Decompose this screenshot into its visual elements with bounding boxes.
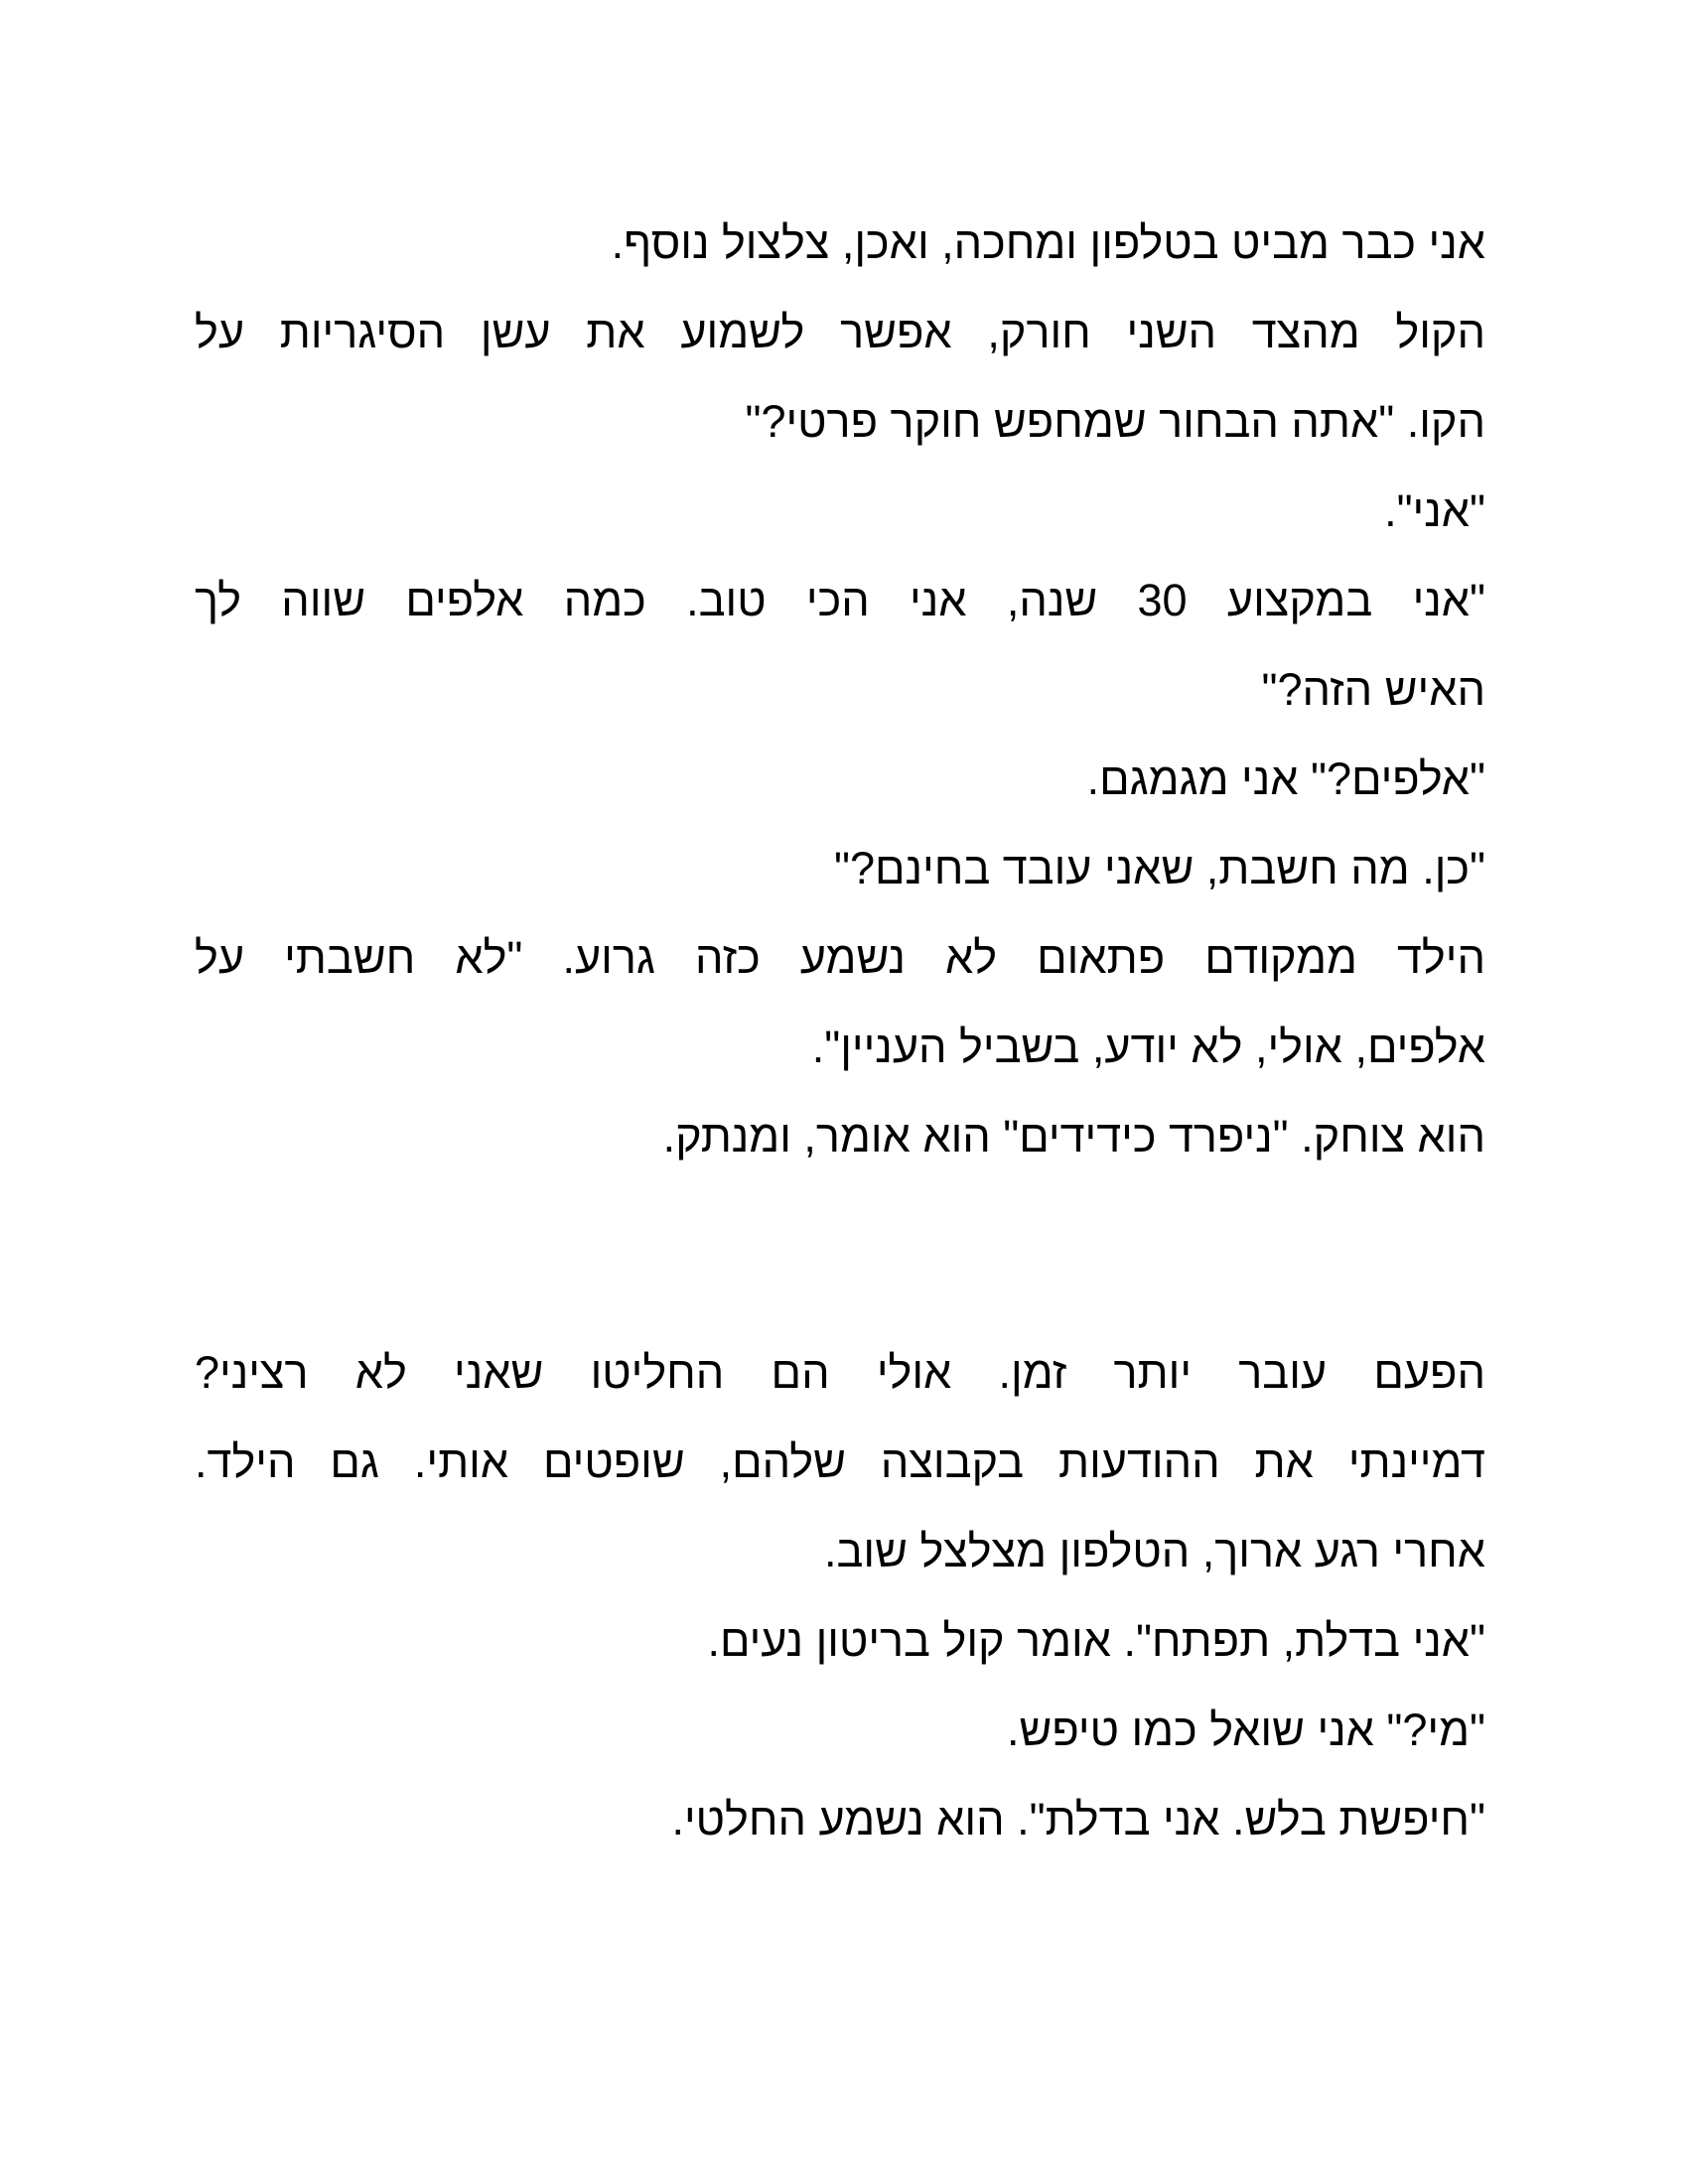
text-line: "אני". (1384, 485, 1485, 536)
text-line: אחרי רגע ארוך, הטלפון מצלצל שוב. (823, 1526, 1485, 1576)
text-line: "אני במקצוע 30 שנה, אני הכי טוב. כמה אלפים שווה לך (195, 575, 1485, 625)
text-line: הפעם עובר יותר זמן. אולי הם החליטו שאני לא רציני? (195, 1347, 1485, 1398)
text-line: הקו. "אתה הבחור שמחפש חוקר פרטי?" (745, 396, 1485, 447)
text-line: דמיינתי את ההודעות בקבוצה שלהם, שופטים אותי. גם הילד. (195, 1436, 1485, 1487)
text-line: "אלפים?" אני מגמגם. (1086, 753, 1485, 804)
text-line: הילד ממקודם פתאום לא נשמע כזה גרוע. "לא חשבתי על (195, 932, 1485, 983)
text-line: הוא צוחק. "ניפרד כידידים" הוא אומר, ומנתק. (662, 1111, 1485, 1161)
text-line: אני כבר מביט בטלפון ומחכה, ואכן, צלצול נוסף. (611, 217, 1485, 268)
text-line: "אני בדלת, תפתח". אומר קול בריטון נעים. (707, 1615, 1485, 1666)
paragraph-1 (195, 199, 1485, 1181)
text-line: האיש הזה?" (1261, 664, 1485, 715)
text-line: "מי?" אני שואל כמו טיפש. (1007, 1705, 1485, 1755)
text-line: אלפים, אולי, לא יודע, בשביל העניין". (811, 1022, 1485, 1072)
text-line: הקול מהצד השני חורק, אפשר לשמוע את עשן הסיגריות על (195, 307, 1485, 357)
text-line: "כן. מה חשבת, שאני עובד בחינם?" (833, 843, 1485, 893)
text-line: "חיפשת בלש. אני בדלת". הוא נשמע החלטי. (671, 1794, 1485, 1844)
paragraph-2 (195, 1328, 1485, 1864)
